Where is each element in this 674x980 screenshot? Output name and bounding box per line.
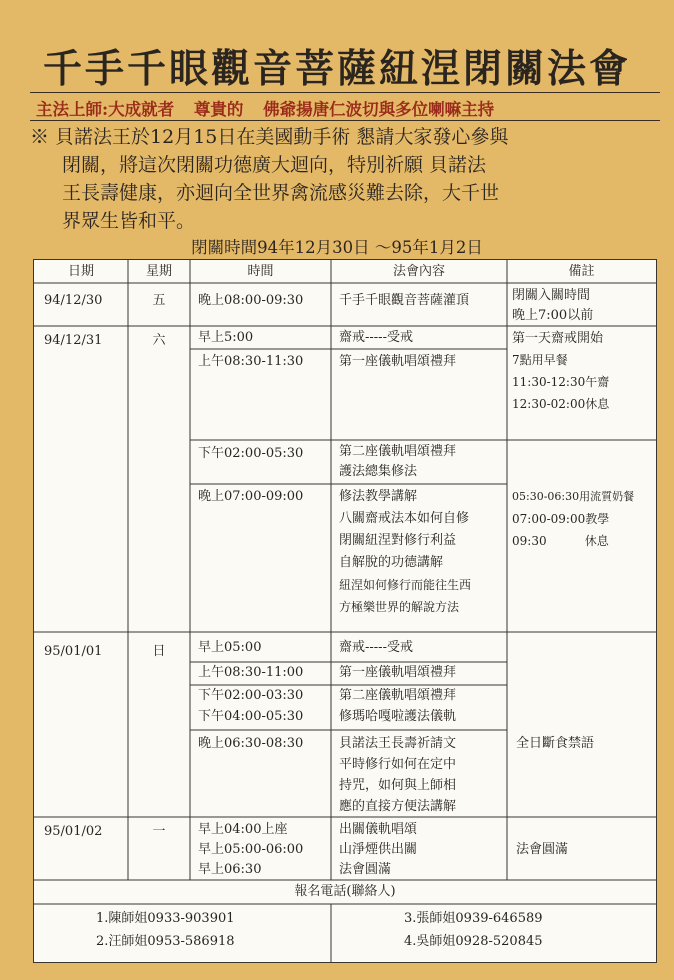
signup-title: 報名電話(聯絡人) (294, 884, 396, 899)
content-cell: 法會圓滿 (339, 862, 392, 877)
retreat-period: 閉關時間94年12月30日 ～95年1月2日 (191, 238, 483, 257)
content-cell: 紐涅如何修行而能往生西 (339, 578, 472, 592)
note-line: 晚上7:00以前 (512, 308, 594, 323)
weekday-cell: 一 (152, 824, 166, 839)
note-line: 05:30-06:30用流質奶餐 (512, 490, 635, 503)
content-cell: 第二座儀軌唱頌禮拜 (339, 444, 457, 459)
content-cell: 山淨煙供出關 (339, 842, 418, 857)
top-rule (30, 92, 660, 93)
content-cell: 應的直接方便法講解 (339, 799, 457, 814)
content-cell: 貝諾法王長壽祈請文 (339, 736, 457, 751)
time-cell: 早上06:30 (198, 862, 262, 877)
header-note: 備註 (568, 264, 595, 279)
note-line: 12:30-02:00休息 (512, 397, 610, 411)
date-cell: 94/12/31 (44, 333, 103, 348)
contact-item: 3.張師姐0939-646589 (404, 911, 543, 926)
schedule-table (33, 259, 657, 963)
content-cell: 修瑪哈嘎啦護法儀軌 (339, 709, 457, 724)
notice-line: 王長壽健康，亦迴向全世界禽流感災難去除，大千世 (62, 182, 500, 204)
note-cell: 法會圓滿 (516, 842, 569, 857)
weekday-cell: 六 (152, 333, 166, 348)
note-line: 7點用早餐 (512, 353, 568, 367)
content-cell: 修法教學講解 (339, 489, 418, 504)
time-cell: 下午02:00-05:30 (198, 446, 304, 461)
notice-line: 界眾生皆和平。 (62, 210, 196, 232)
content-cell: 齋戒-----受戒 (339, 640, 413, 655)
note-cell: 全日斷食禁語 (516, 736, 595, 751)
content-cell: 第一座儀軌唱頌禮拜 (339, 354, 457, 369)
time-cell: 早上5:00 (198, 330, 254, 345)
notice-paragraph (30, 123, 658, 235)
content-cell: 平時修行如何在定中 (339, 757, 457, 772)
date-cell: 95/01/02 (44, 824, 103, 839)
content-cell: 齋戒-----受戒 (339, 330, 413, 345)
content-cell: 第二座儀軌唱頌禮拜 (339, 688, 457, 703)
time-cell: 晚上07:00-09:00 (198, 489, 304, 504)
header-weekday: 星期 (145, 264, 172, 279)
note-line: 11:30-12:30午齋 (512, 375, 610, 389)
date-cell: 94/12/30 (44, 293, 103, 308)
contact-item: 4.吳師姐0928-520845 (404, 934, 543, 949)
content-cell: 第一座儀軌唱頌禮拜 (339, 665, 457, 680)
time-cell: 下午04:00-05:30 (198, 709, 304, 724)
host-honor: 尊貴的 (193, 100, 244, 119)
host-label: 主法上師:大成就者 (36, 100, 175, 119)
host-line (36, 96, 660, 120)
header-content: 法會內容 (392, 264, 445, 279)
notice-line: 閉關，將這次閉關功德廣大迴向，特別祈願 貝諾法 (62, 154, 487, 176)
note-line: 閉關入關時間 (512, 288, 591, 303)
note-line: 09:30 休息 (512, 534, 609, 548)
weekday-cell: 五 (152, 293, 166, 308)
host-rule (30, 120, 660, 121)
time-cell: 下午02:00-03:30 (198, 688, 304, 703)
notice-line: ※ 貝諾法王於12月15日在美國動手術 懇請大家發心參與 (30, 126, 509, 148)
content-cell: 千手千眼觀音菩薩灌頂 (339, 293, 470, 308)
time-cell: 晚上06:30-08:30 (198, 736, 304, 751)
contact-item: 1.陳師姐0933-903901 (96, 911, 235, 926)
header-date: 日期 (67, 264, 94, 279)
time-cell: 早上04:00上座 (198, 822, 288, 837)
content-cell: 持咒，如何與上師相 (339, 778, 457, 793)
content-cell: 出關儀軌唱頌 (339, 822, 418, 837)
date-cell: 95/01/01 (44, 644, 103, 659)
time-cell: 上午08:30-11:30 (198, 354, 304, 369)
contact-item: 2.汪師姐0953-586918 (96, 934, 235, 949)
content-cell: 八關齋戒法本如何自修 (339, 511, 470, 526)
header-time: 時間 (247, 264, 274, 279)
content-cell: 護法總集修法 (339, 464, 418, 479)
page-title: 千手千眼觀音菩薩紐涅閉關法會 (42, 46, 631, 92)
time-cell: 早上05:00-06:00 (198, 842, 304, 857)
weekday-cell: 日 (152, 644, 166, 659)
time-cell: 晚上08:00-09:30 (198, 293, 304, 308)
note-line: 第一天齋戒開始 (512, 331, 604, 346)
host-name: 佛爺揚唐仁波切與多位喇嘛主持 (263, 100, 495, 119)
time-cell: 上午08:30-11:00 (198, 665, 304, 680)
time-cell: 早上05:00 (198, 640, 262, 655)
content-cell: 閉關紐涅對修行利益 (339, 533, 457, 548)
content-cell: 自解脫的功德講解 (339, 555, 444, 570)
content-cell: 方極樂世界的解說方法 (339, 600, 460, 614)
note-line: 07:00-09:00教學 (512, 512, 610, 526)
